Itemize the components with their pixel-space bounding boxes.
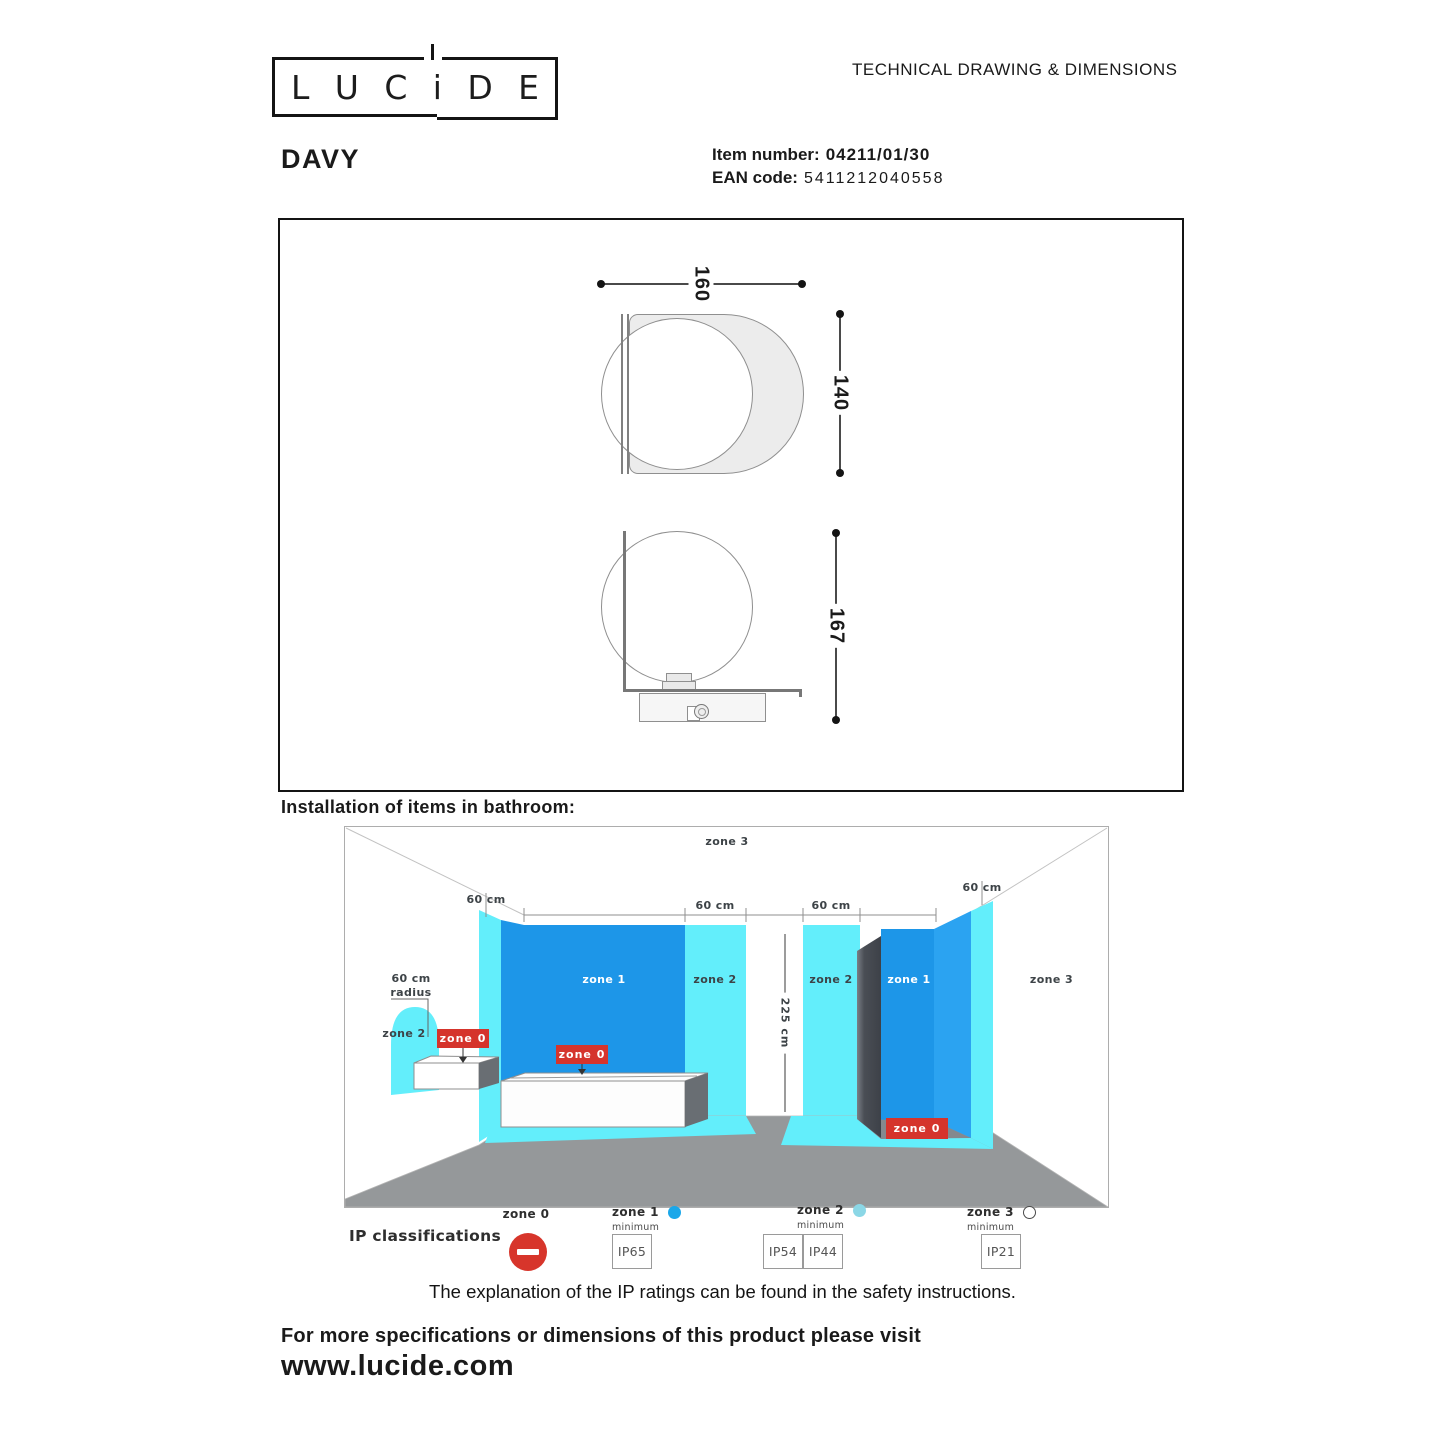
legend-zone1-minimum: minimum [612,1222,660,1233]
shower-partition [857,936,881,1138]
lamp-bracket-horizontal [623,689,802,692]
logo-c-hook [431,44,434,60]
bathtub-end [685,1073,708,1127]
bathtub-front [501,1081,685,1127]
zone1-dot-icon [668,1206,681,1219]
zone1-shower-back [881,929,934,1121]
zone1-shower-side [934,911,971,1138]
dim-endpoint [798,280,806,288]
legend-zone2-header: zone 2 [797,1203,866,1217]
zone2-label: zone 2 [693,973,737,986]
visit-text: For more specifications or dimensions of this product please visit [281,1325,921,1347]
ip-classifications-title: IP classifications [349,1227,501,1245]
dim-height-label: 167 [824,604,849,648]
installation-heading: Installation of items in bathroom: [281,797,576,817]
legend-zone2-minimum: minimum [797,1220,845,1231]
logo-letter: D [467,67,493,107]
logo-letter: E [518,67,539,107]
legend-zone3-minimum: minimum [967,1222,1015,1233]
zone2-sink-label: zone 2 [382,1027,426,1040]
lucide-logo [272,57,558,117]
item-number-label: Item number: [712,145,820,164]
zone2-back-wall-right [803,925,860,1116]
lamp-bracket-vertical [623,531,626,691]
zone3-right-label: zone 3 [1029,973,1074,986]
technical-drawing-panel [278,218,1184,792]
dim-endpoint [832,529,840,537]
item-number-row [712,145,930,165]
sink-front [414,1063,479,1089]
ip21-box: IP21 [981,1234,1021,1269]
dim-endpoint [597,280,605,288]
dim-60cm-left: 60 cm [466,893,506,906]
dim-225cm-label: 225 cm [777,993,794,1054]
lamp-bracket-end [799,689,802,697]
logo-letter: C [384,67,408,107]
legend-zone0-label: zone 0 [502,1207,550,1221]
dim-depth-label: 140 [828,371,853,415]
dim-endpoint [836,469,844,477]
legend-zone1-header: zone 1 [612,1205,681,1219]
zone3-dot-icon [1023,1206,1036,1219]
dim-60cm-mid1: 60 cm [695,899,735,912]
bathroom-zones-diagram [344,826,1109,1208]
radius-label: 60 cm radius [390,972,432,999]
dim-60cm-mid2: 60 cm [811,899,851,912]
logo-step [437,117,558,120]
document-title: TECHNICAL DRAWING & DIMENSIONS [852,60,1178,79]
ceiling-line-right [967,828,1107,915]
ip44-box: IP44 [803,1234,843,1269]
zone2-right-wall-strip [971,901,993,1149]
logo-letter: L [291,67,310,107]
no-entry-icon [509,1233,547,1271]
zone0-badge-bathtub: zone 0 [556,1045,608,1064]
item-number-value: 04211/01/30 [825,145,931,164]
ip65-box: IP65 [612,1234,652,1269]
dim-endpoint [836,310,844,318]
zone1-shower-label: zone 1 [887,973,931,986]
screw-icon [694,704,709,719]
logo-letter: i [432,67,442,107]
zone0-badge-sink: zone 0 [437,1029,489,1048]
ean-label: EAN code: [712,168,798,187]
lamp-top-view-plate [621,314,629,474]
ip-explanation-text: The explanation of the IP ratings can be found in the safety instructions. [429,1281,1016,1302]
dim-endpoint [832,716,840,724]
zone2-left-wall-strip [479,910,501,1142]
zone3-top-label: zone 3 [705,835,749,848]
ean-value: 5411212040558 [803,170,945,187]
legend-zone3-header: zone 3 [967,1205,1036,1219]
zone0-badge-shower: zone 0 [886,1118,948,1139]
product-name: DAVY [281,144,361,174]
dim-60cm-right: 60 cm [962,881,1002,894]
dim-width-label: 160 [689,262,714,306]
ean-row [712,168,944,188]
zone2-dot-icon [853,1204,866,1217]
zone2-label: zone 2 [809,973,853,986]
website-link[interactable]: www.lucide.com [281,1350,515,1382]
logo-letter: U [334,67,359,107]
zone1-label: zone 1 [582,973,626,986]
ip54-box: IP54 [763,1234,803,1269]
